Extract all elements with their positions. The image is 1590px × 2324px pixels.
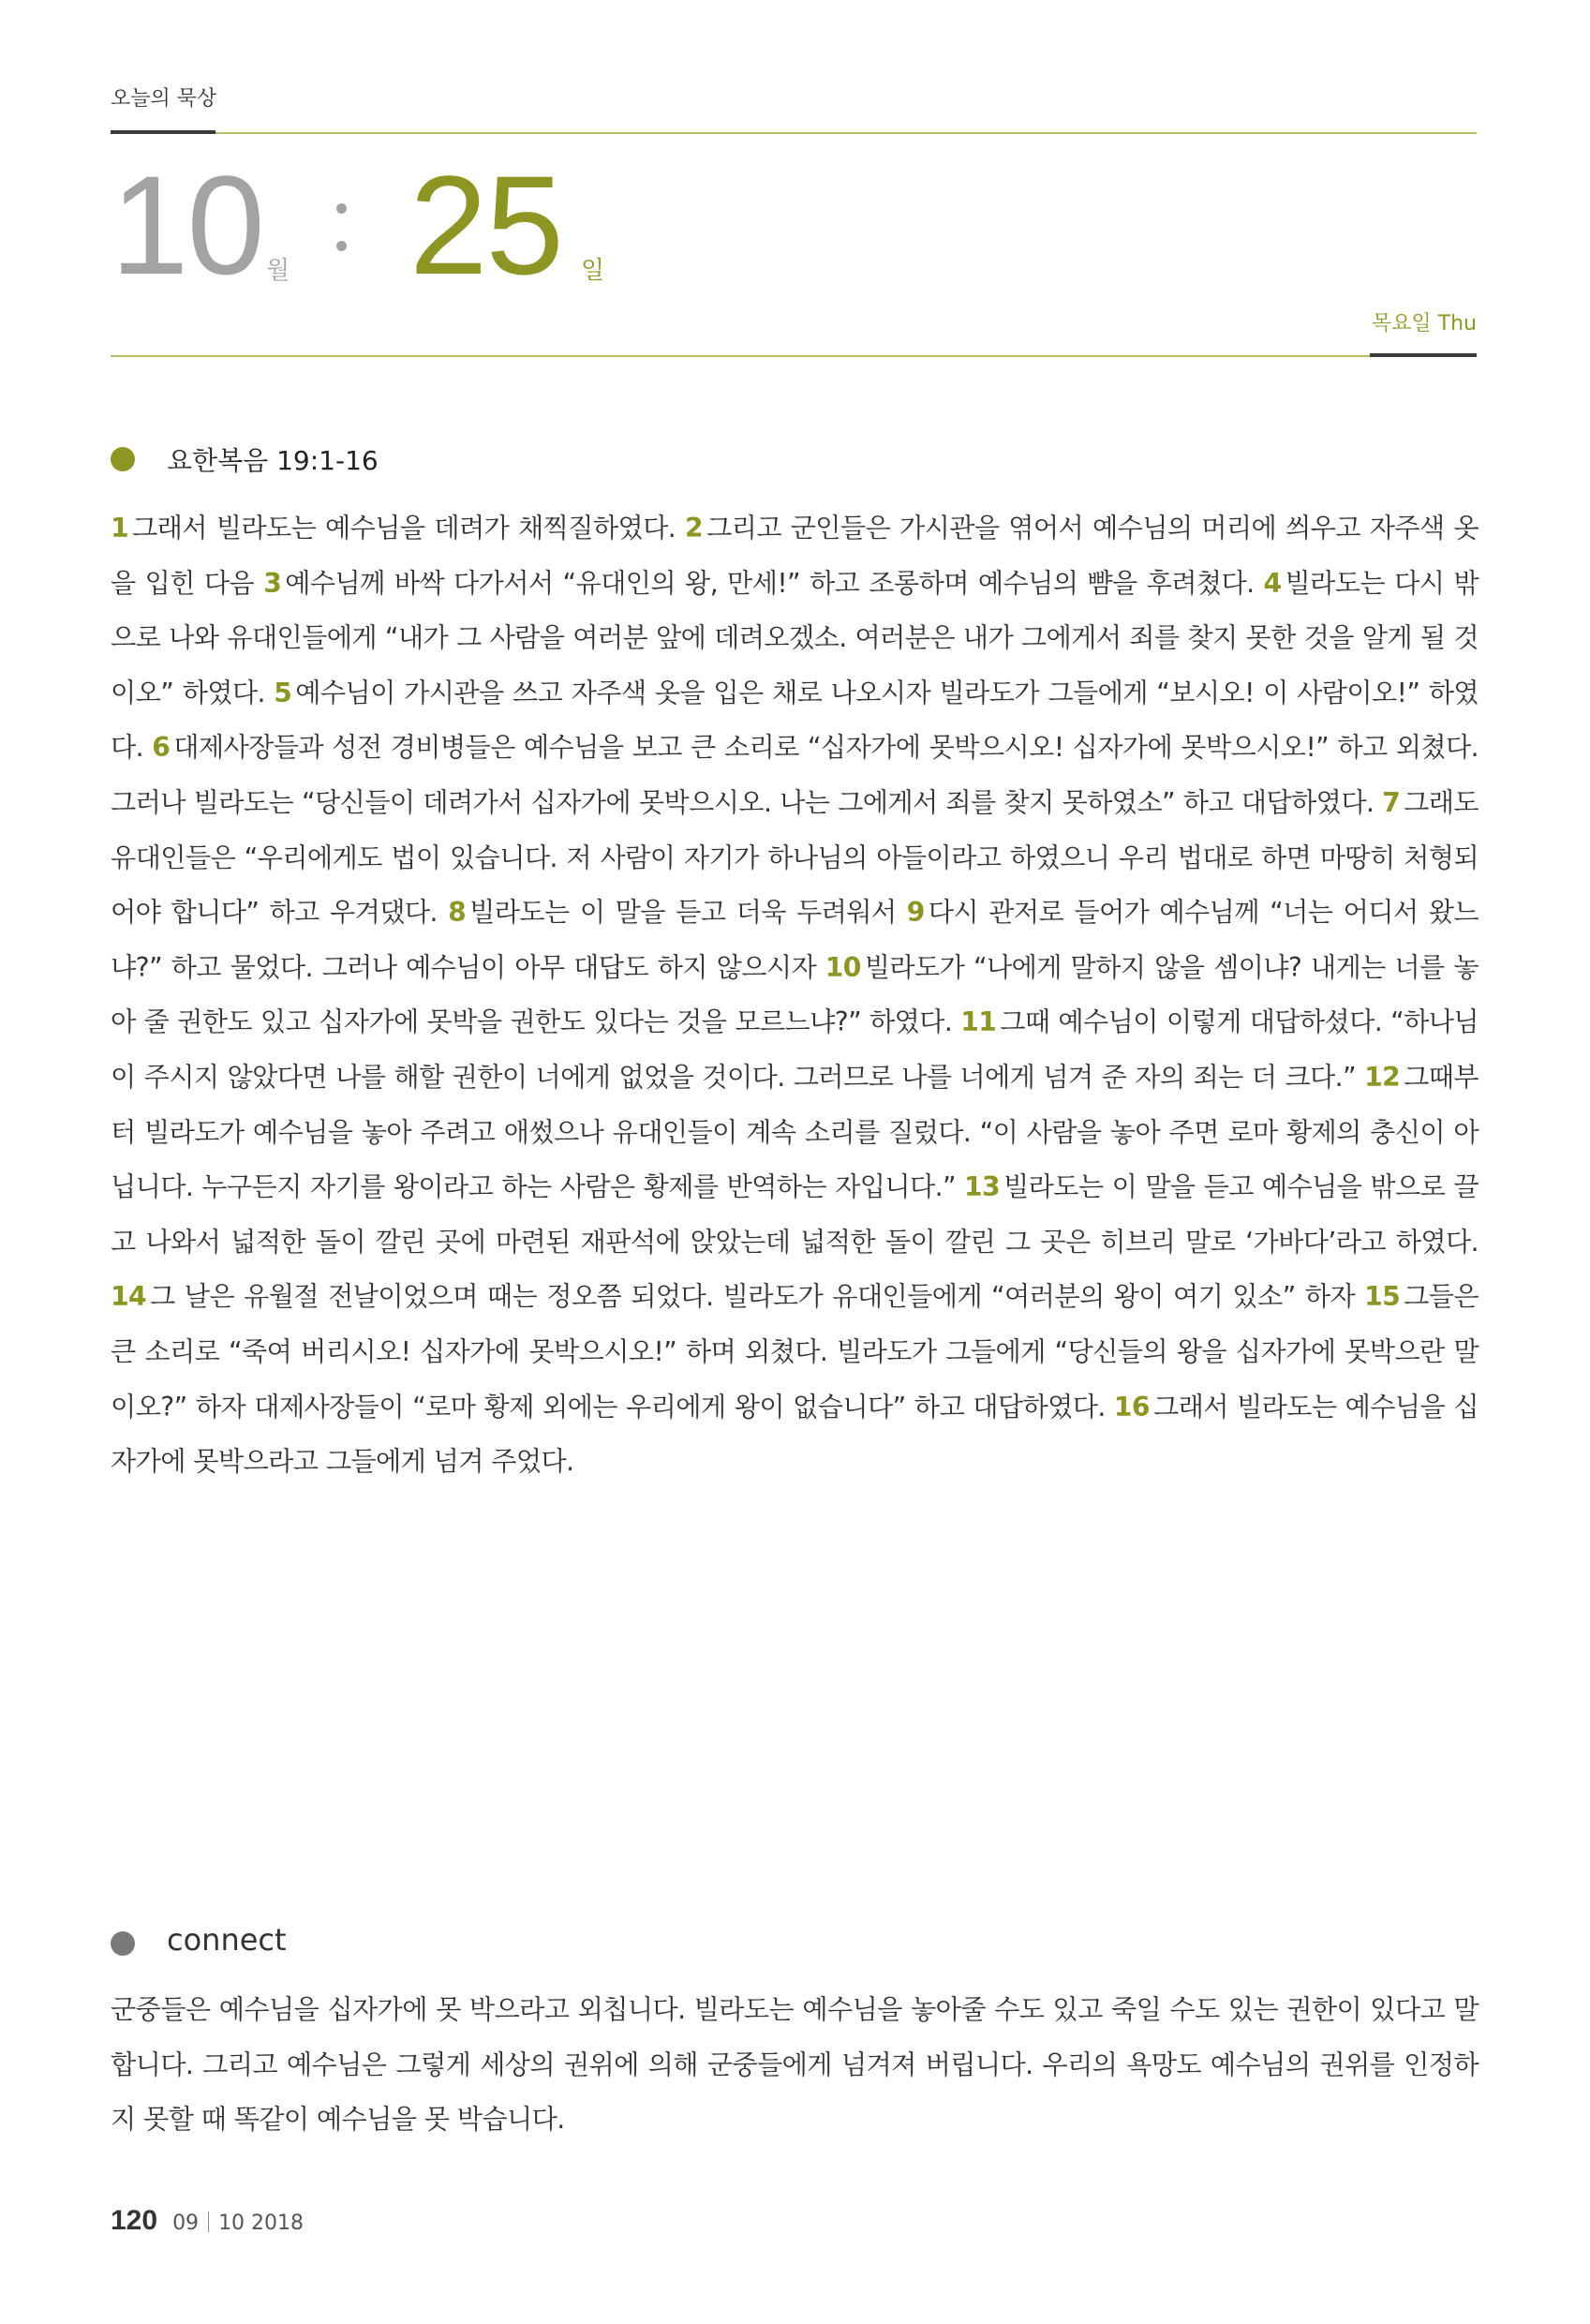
verse-text: 그래서 빌라도는 예수님을 데려가 채찍질하였다.	[132, 513, 676, 544]
verse-text: 그래도 유대인들은 “우리에게도 법이 있습니다. 저 사람이 자기가 하나님의 아들이라고 하였으니 우리 법대로 하면 마땅히 처형되어야 합니다” 하고 우겨댔다.	[111, 786, 1479, 929]
verse-text: 빌라도는 다시 밖으로 나와 유대인들에게 “내가 그 사람을 여러분 앞에 데려오겠소. 여러분은 내가 그에게서 죄를 찾지 못한 것을 알게 될 것이오” 하였다.	[111, 567, 1479, 708]
verse-number: 3	[263, 567, 282, 599]
weekday-underline	[1370, 353, 1477, 357]
verse-text: 그래서 빌라도는 예수님을 십자가에 못박으라고 그들에게 넘겨 주었다.	[111, 1391, 1479, 1478]
verse-text: 그 날은 유월절 전날이었으며 때는 정오쯤 되었다. 빌라도가 유대인들에게 “여러분의 왕이 여기 있소” 하자	[150, 1281, 1355, 1313]
issue-month-year: 10 2018	[218, 2212, 305, 2235]
issue-date	[172, 2212, 304, 2235]
verse-text: 그들은 큰 소리로 “죽여 버리시오! 십자가에 못박으시오!” 하며 외쳤다. 빌라도가 그들에게 “당신들의 왕을 십자가에 못박으란 말이오?” 하자 대제사장들이 “로마 황제 외에는 우리에게 왕이 없습니다” 하고 대답하였다.	[111, 1281, 1479, 1423]
month-number: 10	[111, 146, 263, 304]
verse-text: 빌라도가 “나에게 말하지 않을 셈이냐? 내게는 너를 놓아 줄 권한도 있고 십자가에 못박을 권한도 있다는 것을 모르느냐?” 하였다.	[111, 951, 1479, 1038]
connect-text: 군중들은 예수님을 십자가에 못 박으라고 외칩니다. 빌라도는 예수님을 놓아줄 수도 있고 죽일 수도 있는 권한이 있다고 말합니다. 그리고 예수님은 그렇게 세상의 권위에 의해 군중들에게 넘겨져 버립니다. 우리의 욕망도 예수님의 권위를 인정하지 못할 때 똑같이 예수님을 못 박습니다.	[111, 1994, 1479, 2136]
month-unit: 월	[266, 257, 290, 285]
verse-text: 대제사장들과 성전 경비병들은 예수님을 보고 큰 소리로 “십자가에 못박으시오! 십자가에 못박으시오!” 하고 외쳤다. 그러나 빌라도는 “당신들이 데려가서 십자가에 못박으시오. 나는 그에게서 죄를 찾지 못하였소” 하고 대답하였다.	[111, 732, 1479, 818]
verse-number: 16	[1113, 1391, 1150, 1423]
verse-number: 13	[964, 1171, 1001, 1203]
date-colon	[334, 192, 348, 267]
verse-text: 그때부터 빌라도가 예수님을 놓아 주려고 애썼으나 유대인들이 계속 소리를 질렀다. “이 사람을 놓아 주면 로마 황제의 충신이 아닙니다. 누구든지 자기를 왕이라고 하는 사람은 황제를 반역하는 자입니다.”	[111, 1061, 1479, 1203]
verse-text: 빌라도는 이 말을 듣고 더욱 두려워서	[469, 897, 897, 929]
section-label-underline	[111, 130, 215, 134]
verse-number: 14	[111, 1281, 147, 1313]
verse-number: 12	[1364, 1061, 1401, 1093]
verse-text: 예수님이 가시관을 쓰고 자주색 옷을 입은 채로 나오시자 빌라도가 그들에게 “보시오! 이 사람이오!” 하였다.	[111, 677, 1479, 764]
verse-number: 11	[960, 1006, 997, 1038]
verse-text: 그리고 군인들은 가시관을 엮어서 예수님의 머리에 씌우고 자주색 옷을 입힌 다음	[111, 513, 1479, 599]
verse-number: 2	[684, 513, 703, 544]
verse-number: 6	[152, 732, 171, 764]
verse-text: 다시 관저로 들어가 예수님께 “너는 어디서 왔느냐?” 하고 물었다. 그러나 예수님이 아무 대답도 하지 않으시자	[111, 897, 1479, 983]
verse-number: 1	[111, 513, 129, 544]
connect-bullet-icon	[111, 1931, 135, 1956]
scripture-reference: 요한복음 19:1-16	[167, 445, 379, 476]
issue-separator	[208, 2212, 209, 2232]
scripture-passage	[111, 501, 1479, 1490]
day-number: 25	[409, 146, 562, 304]
verse-text: 예수님께 바싹 다가서서 “유대인의 왕, 만세!” 하고 조롱하며 예수님의 뺨을 후려쳤다.	[285, 567, 1255, 599]
verse-text: 그때 예수님이 이렇게 대답하셨다. “하나님이 주시지 않았다면 나를 해할 권한이 너에게 없었을 것이다. 그러므로 나를 너에게 넘겨 준 자의 죄는 더 크다.”	[111, 1006, 1479, 1093]
reading-bullet-icon	[111, 447, 135, 471]
page-number: 120	[111, 2205, 158, 2236]
verse-text: 빌라도는 이 말을 듣고 예수님을 밖으로 끌고 나와서 넓적한 돌이 깔린 곳에 마련된 재판석에 앉았는데 넓적한 돌이 깔린 그 곳은 히브리 말로 ‘가바다’라고 하였다.	[111, 1171, 1479, 1258]
verse-number: 4	[1263, 567, 1282, 599]
verse-number: 7	[1382, 786, 1401, 818]
page-footer	[111, 2205, 304, 2237]
colon-dot-bottom	[336, 241, 347, 251]
day-unit: 일	[581, 257, 605, 285]
verse-number: 5	[274, 677, 292, 708]
verse-number: 8	[448, 897, 467, 929]
verse-number: 10	[825, 951, 861, 983]
weekday-label: 목요일 Thu	[1371, 312, 1477, 335]
issue-month: 09	[172, 2212, 200, 2235]
header-divider	[111, 355, 1477, 357]
colon-dot-top	[336, 203, 347, 214]
top-divider	[111, 132, 1477, 134]
verse-number: 15	[1364, 1281, 1401, 1313]
connect-heading: connect	[167, 1922, 287, 1958]
verse-number: 9	[906, 897, 925, 929]
section-label: 오늘의 묵상	[111, 87, 217, 111]
